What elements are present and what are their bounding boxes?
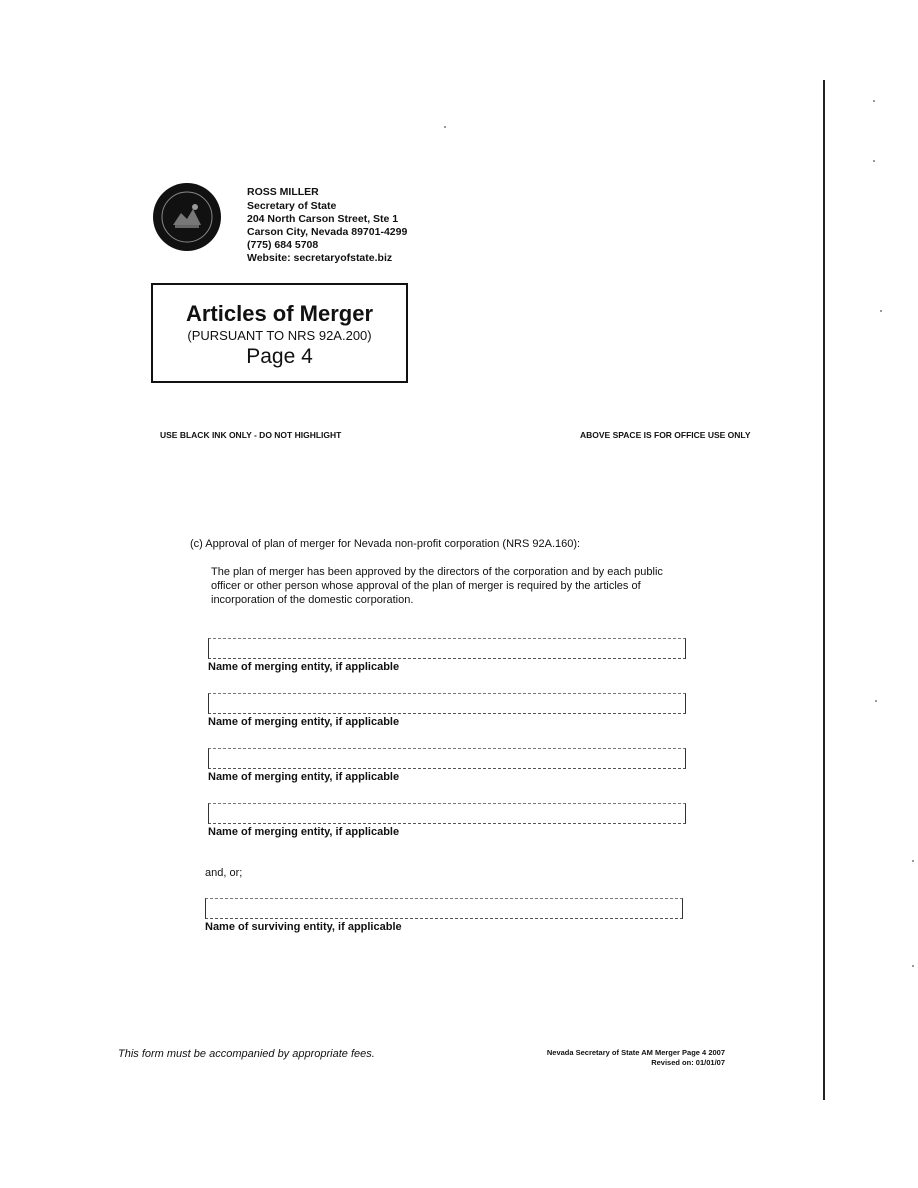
fees-note: This form must be accompanied by appropriate fees.: [118, 1048, 375, 1060]
form-title: Articles of Merger: [185, 301, 374, 326]
office-use-note: ABOVE SPACE IS FOR OFFICE USE ONLY: [580, 430, 751, 440]
merging-entity-field-1[interactable]: [208, 638, 686, 659]
form-subtitle: (PURSUANT TO NRS 92A.200): [187, 328, 372, 343]
address-line-2: Carson City, Nevada 89701-4299: [247, 226, 408, 238]
phone-number: (775) 684 5708: [247, 239, 319, 251]
scan-speck: [444, 126, 446, 128]
page-number: Page 4: [246, 345, 313, 368]
scan-speck: [873, 100, 875, 102]
address-line-1: 204 North Carson Street, Ste 1: [247, 213, 399, 225]
scan-speck: [873, 160, 875, 162]
scan-speck: [912, 965, 914, 967]
form-footer-id: [515, 1048, 725, 1068]
official-name: ROSS MILLER: [247, 186, 319, 198]
scan-speck: [875, 700, 877, 702]
scan-edge-line: [823, 80, 825, 1100]
official-title: Secretary of State: [247, 200, 337, 212]
revision-date: Revised on: 01/01/07: [651, 1058, 725, 1067]
surviving-entity-field[interactable]: [205, 898, 683, 919]
surviving-entity-label: Name of surviving entity, if applicable: [205, 921, 402, 933]
form-id: Nevada Secretary of State AM Merger Page 4 2007: [546, 1048, 725, 1057]
merging-entity-field-3[interactable]: [208, 748, 686, 769]
merging-entity-field-2[interactable]: [208, 693, 686, 714]
merging-entity-field-4[interactable]: [208, 803, 686, 824]
merging-entity-label-1: Name of merging entity, if applicable: [208, 661, 400, 673]
section-c-heading: (c) Approval of plan of merger for Nevada non-profit corporation (NRS 92A.160):: [190, 538, 581, 550]
form-title-box: [151, 283, 408, 383]
scan-speck: [880, 310, 882, 312]
office-header: [247, 186, 407, 265]
section-c-body: The plan of merger has been approved by the directors of the corporation and by each public officer or other person whose approval of the plan of merger is required by the articles of incorporation of the domestic corporation.: [211, 566, 663, 606]
and-or-text: and, or;: [205, 867, 243, 879]
merging-entity-label-4: Name of merging entity, if applicable: [208, 826, 400, 838]
merging-entity-label-2: Name of merging entity, if applicable: [208, 716, 400, 728]
ink-instruction: USE BLACK INK ONLY - DO NOT HIGHLIGHT: [160, 430, 342, 440]
website: Website: secretaryofstate.biz: [247, 252, 393, 264]
merging-entity-label-3: Name of merging entity, if applicable: [208, 771, 400, 783]
scan-speck: [912, 860, 914, 862]
state-seal: [153, 183, 221, 251]
